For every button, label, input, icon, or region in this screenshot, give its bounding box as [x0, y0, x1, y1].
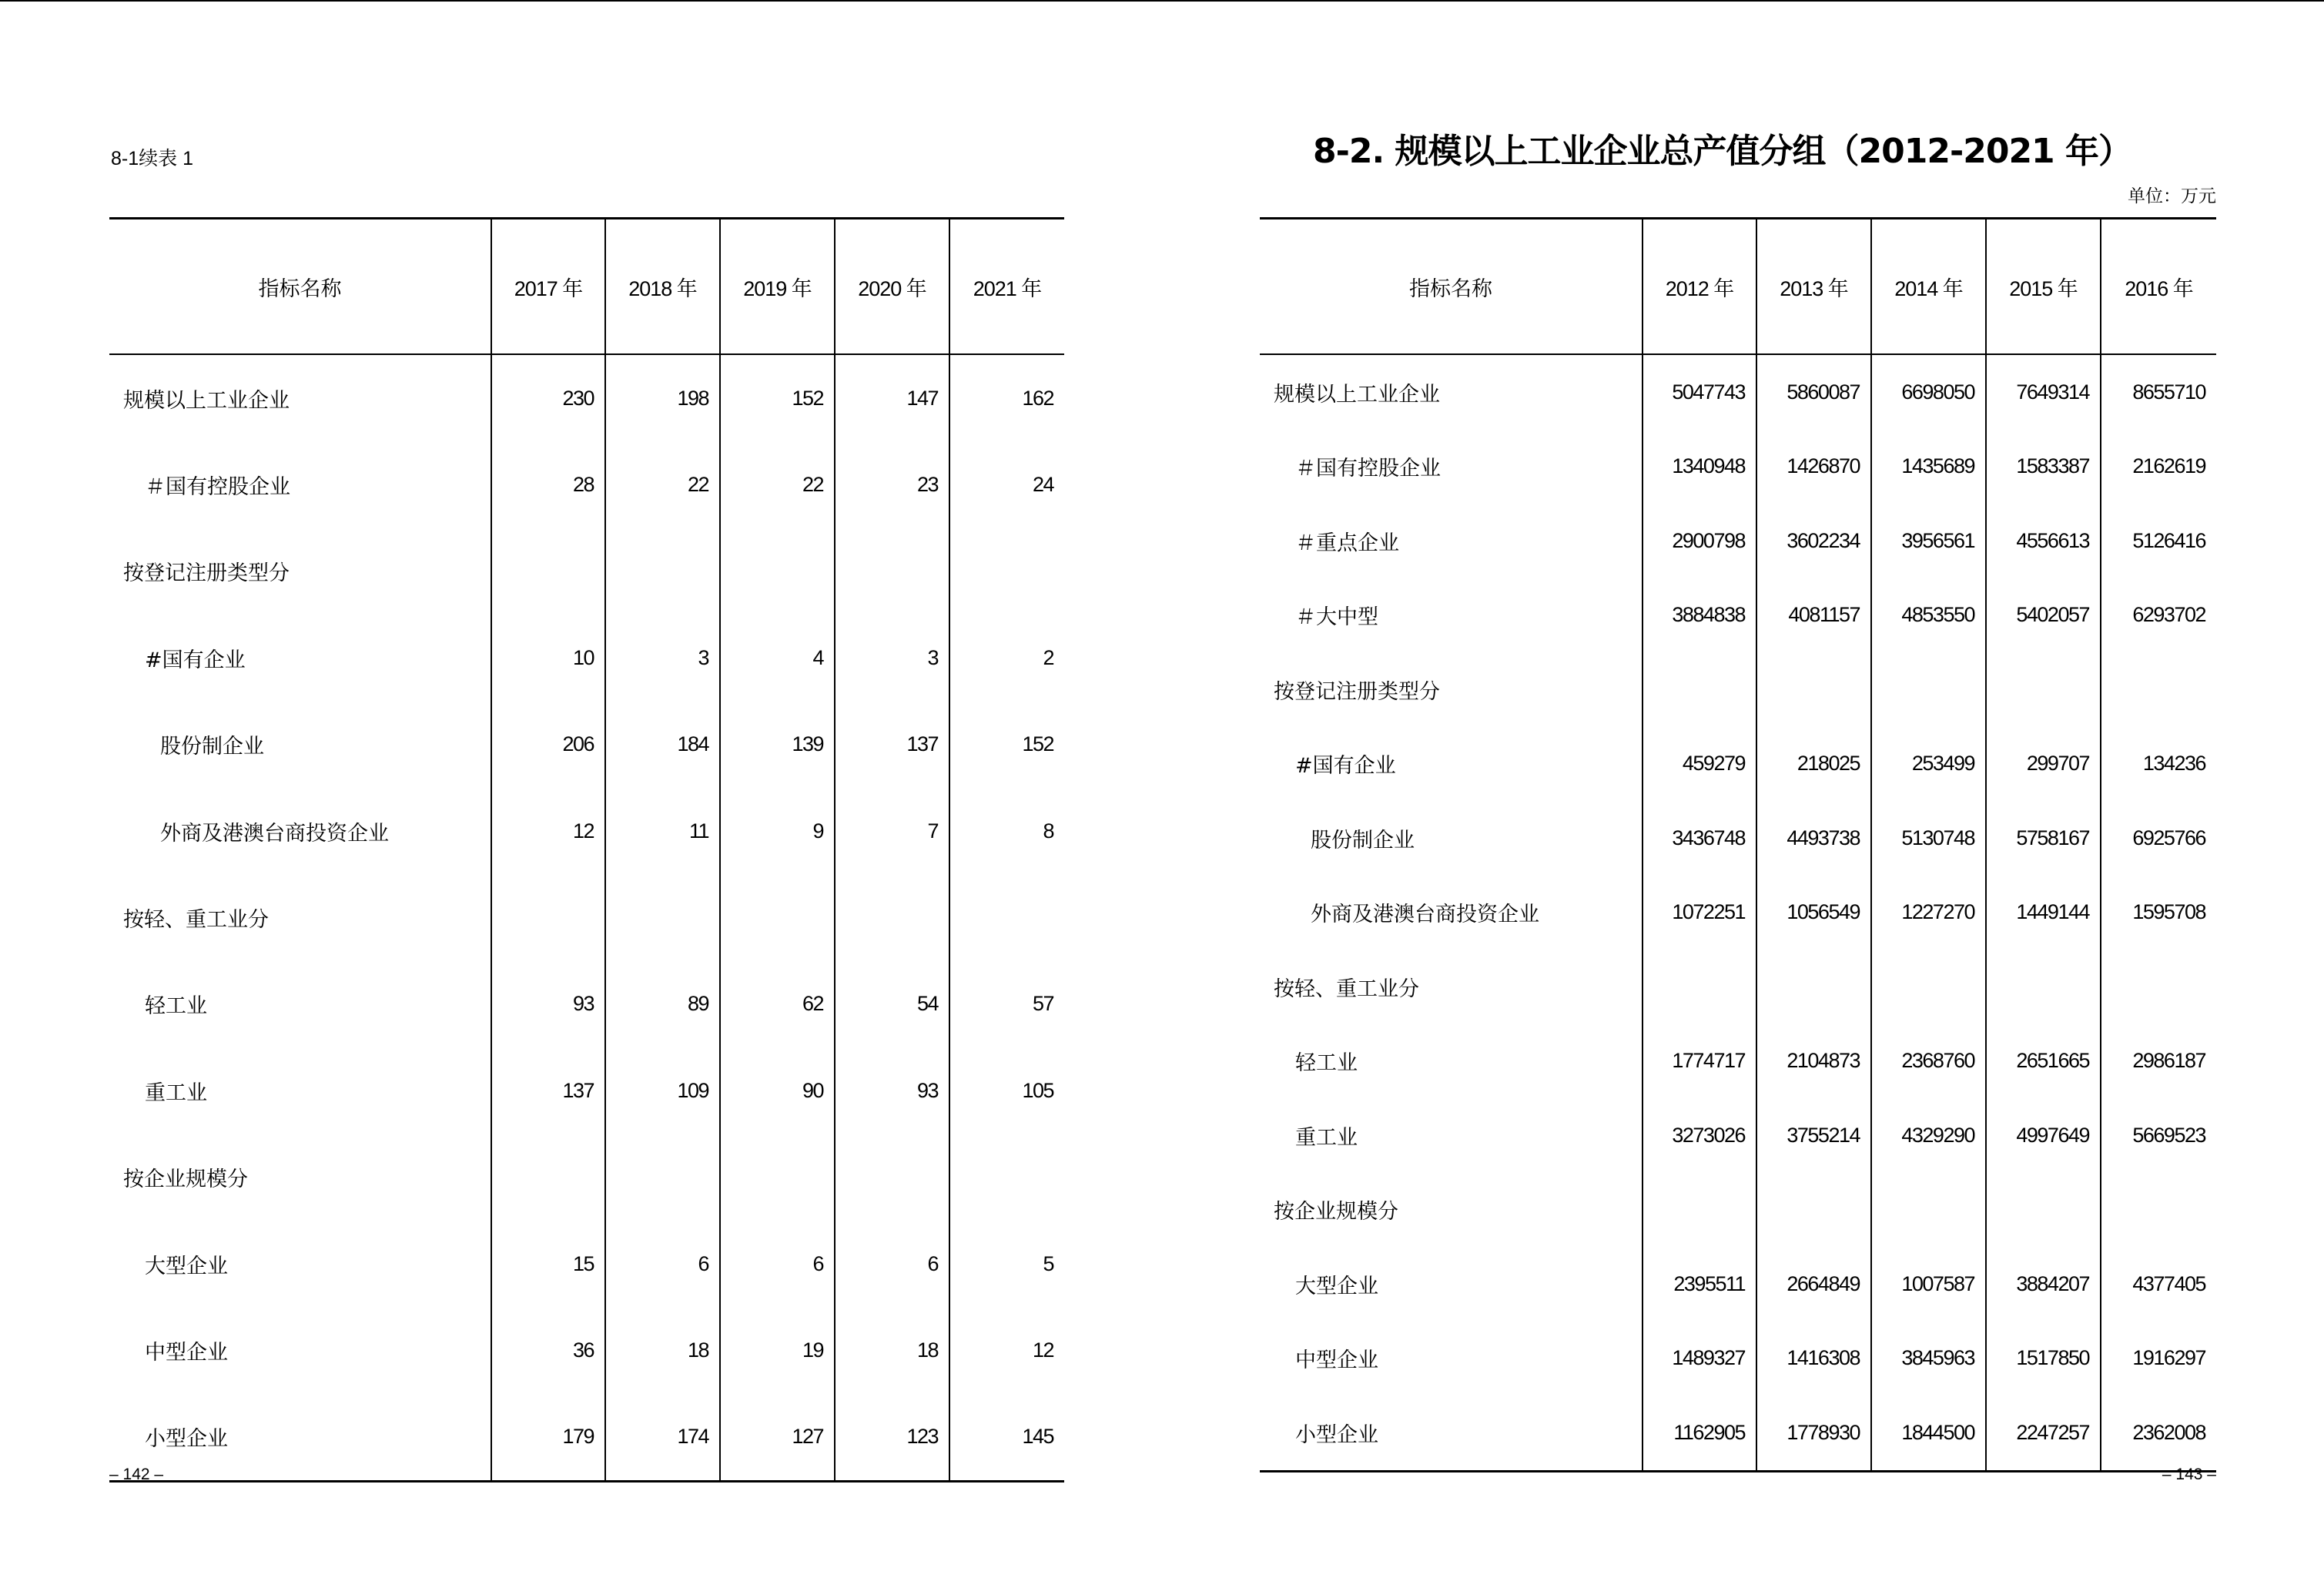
row-value: 93: [835, 1047, 949, 1134]
table-row: [109, 702, 1064, 788]
row-value: 230: [491, 354, 605, 441]
table-row: [1260, 1173, 2216, 1248]
row-value: [1986, 652, 2101, 727]
column-header-year: 2014 年: [1871, 219, 1986, 355]
row-value: [491, 528, 605, 615]
row-value: 105: [949, 1047, 1064, 1134]
row-value: 93: [491, 961, 605, 1047]
table-row: [109, 528, 1064, 615]
row-value: [2101, 652, 2216, 727]
row-value: 3956561: [1871, 504, 1986, 578]
row-value: 198: [605, 354, 720, 441]
row-value: 127: [720, 1394, 835, 1482]
row-value: [491, 1134, 605, 1221]
row-value: 253499: [1871, 727, 1986, 802]
row-value: 10: [491, 615, 605, 701]
row-value: 3602234: [1756, 504, 1871, 578]
table-row: [109, 1221, 1064, 1307]
column-header-year: 2018 年: [605, 219, 720, 355]
column-header-year: 2013 年: [1756, 219, 1871, 355]
row-label: 按登记注册类型分: [123, 561, 290, 586]
row-value: 145: [949, 1394, 1064, 1482]
row-value: [1871, 950, 1986, 1024]
row-value: 89: [605, 961, 720, 1047]
row-value: [605, 528, 720, 615]
row-value: 2900798: [1643, 504, 1756, 578]
row-value: 1072251: [1643, 876, 1756, 950]
row-value: 5130748: [1871, 801, 1986, 876]
table-row: [109, 354, 1064, 441]
row-value: 2: [949, 615, 1064, 701]
row-value: [1871, 1173, 1986, 1248]
row-value: 139: [720, 702, 835, 788]
column-header-year: 2021 年: [949, 219, 1064, 355]
row-value: 2368760: [1871, 1024, 1986, 1099]
row-label: 大型企业: [1295, 1274, 1378, 1298]
header-row: [1260, 219, 2216, 355]
row-label: 按轻、重工业分: [123, 908, 269, 933]
row-value: 206: [491, 702, 605, 788]
row-value: [720, 1134, 835, 1221]
row-value: 12: [491, 788, 605, 874]
column-header-year: 2019 年: [720, 219, 835, 355]
table-row: [109, 1134, 1064, 1221]
row-value: 4: [720, 615, 835, 701]
row-label: #国有企业: [1295, 754, 1396, 779]
row-value: 5402057: [1986, 578, 2101, 653]
page-number: – 142 –: [109, 1466, 164, 1483]
row-value: 218025: [1756, 727, 1871, 802]
column-header-year: 2016 年: [2101, 219, 2216, 355]
left-table: [109, 217, 1064, 1482]
row-label: 小型企业: [145, 1427, 228, 1452]
row-value: [1986, 1173, 2101, 1248]
column-header-year: 2020 年: [835, 219, 949, 355]
row-value: 8655710: [2101, 354, 2216, 430]
row-value: 1778930: [1756, 1395, 1871, 1471]
row-value: 174: [605, 1394, 720, 1482]
row-value: 3884838: [1643, 578, 1756, 653]
row-label: 轻工业: [1295, 1051, 1358, 1076]
row-value: 109: [605, 1047, 720, 1134]
row-label: 规模以上工业企业: [1274, 382, 1440, 407]
row-value: 6: [835, 1221, 949, 1307]
row-label: 中型企业: [1295, 1348, 1378, 1373]
row-value: 2362008: [2101, 1395, 2216, 1471]
column-header-year: 2015 年: [1986, 219, 2101, 355]
row-value: 5860087: [1756, 354, 1871, 430]
table-row: [1260, 354, 2216, 430]
row-value: 4997649: [1986, 1098, 2101, 1173]
row-label: 规模以上工业企业: [123, 388, 290, 413]
table-row: [1260, 1098, 2216, 1173]
row-value: 1056549: [1756, 876, 1871, 950]
row-value: 1227270: [1871, 876, 1986, 950]
row-value: 5758167: [1986, 801, 2101, 876]
table-row: [1260, 1322, 2216, 1396]
row-value: 4853550: [1871, 578, 1986, 653]
header-row: [109, 219, 1064, 355]
row-value: 7: [835, 788, 949, 874]
row-value: 19: [720, 1307, 835, 1393]
row-value: 28: [491, 441, 605, 528]
row-value: [1643, 1173, 1756, 1248]
table-row: [109, 1394, 1064, 1482]
row-value: [1643, 652, 1756, 727]
row-value: 134236: [2101, 727, 2216, 802]
row-value: 6925766: [2101, 801, 2216, 876]
row-value: 1426870: [1756, 430, 1871, 504]
row-label: ＃重点企业: [1295, 531, 1399, 555]
page-number: – 143 –: [2162, 1466, 2216, 1483]
row-value: 90: [720, 1047, 835, 1134]
row-label: ＃国有控股企业: [145, 475, 290, 500]
row-value: 57: [949, 961, 1064, 1047]
row-value: 1774717: [1643, 1024, 1756, 1099]
table-row: [109, 615, 1064, 701]
row-value: 4329290: [1871, 1098, 1986, 1173]
row-label: 中型企业: [145, 1340, 228, 1365]
row-value: 1844500: [1871, 1395, 1986, 1471]
row-value: 152: [720, 354, 835, 441]
row-value: 11: [605, 788, 720, 874]
column-header-indicator: 指标名称: [1260, 219, 1643, 355]
row-value: [720, 528, 835, 615]
row-value: 2395511: [1643, 1247, 1756, 1322]
row-value: 5669523: [2101, 1098, 2216, 1173]
column-header-year: 2012 年: [1643, 219, 1756, 355]
table-row: [1260, 1024, 2216, 1099]
row-value: 4493738: [1756, 801, 1871, 876]
row-value: 1916297: [2101, 1322, 2216, 1396]
row-value: 3273026: [1643, 1098, 1756, 1173]
row-label: 按轻、重工业分: [1274, 977, 1419, 1001]
row-value: [1756, 950, 1871, 1024]
row-value: 6293702: [2101, 578, 2216, 653]
row-label: 外商及港澳台商投资企业: [1311, 903, 1539, 927]
row-value: [2101, 1173, 2216, 1248]
row-value: 179: [491, 1394, 605, 1482]
row-value: 2651665: [1986, 1024, 2101, 1099]
row-value: 18: [835, 1307, 949, 1393]
table-row: [109, 441, 1064, 528]
row-label: 外商及港澳台商投资企业: [160, 821, 389, 846]
row-label: ＃国有控股企业: [1295, 457, 1441, 481]
row-value: [1986, 950, 2101, 1024]
row-label: 按企业规模分: [123, 1168, 248, 1192]
row-value: [605, 1134, 720, 1221]
row-value: 2664849: [1756, 1247, 1871, 1322]
row-value: 6: [720, 1221, 835, 1307]
row-value: 1583387: [1986, 430, 2101, 504]
row-value: [1643, 950, 1756, 1024]
row-value: 5126416: [2101, 504, 2216, 578]
row-value: 15: [491, 1221, 605, 1307]
row-value: 3: [605, 615, 720, 701]
row-value: 54: [835, 961, 949, 1047]
table-row: [1260, 950, 2216, 1024]
row-value: [720, 874, 835, 960]
table-row: [1260, 578, 2216, 653]
table-row: [1260, 727, 2216, 802]
row-value: 1595708: [2101, 876, 2216, 950]
row-value: 24: [949, 441, 1064, 528]
row-value: 123: [835, 1394, 949, 1482]
row-value: 162: [949, 354, 1064, 441]
row-value: 18: [605, 1307, 720, 1393]
row-value: 4556613: [1986, 504, 2101, 578]
row-value: 1007587: [1871, 1247, 1986, 1322]
left-page: [109, 0, 1064, 1588]
row-value: [2101, 950, 2216, 1024]
row-value: 1162905: [1643, 1395, 1756, 1471]
table-row: [109, 1307, 1064, 1393]
right-table: [1260, 217, 2216, 1472]
row-value: 2104873: [1756, 1024, 1871, 1099]
row-label: 大型企业: [145, 1254, 228, 1278]
row-value: [1871, 652, 1986, 727]
row-value: [605, 874, 720, 960]
row-value: 299707: [1986, 727, 2101, 802]
row-value: 6698050: [1871, 354, 1986, 430]
row-value: 4377405: [2101, 1247, 2216, 1322]
row-value: 12: [949, 1307, 1064, 1393]
row-value: 62: [720, 961, 835, 1047]
table-row: [1260, 876, 2216, 950]
row-value: 1416308: [1756, 1322, 1871, 1396]
row-value: [491, 874, 605, 960]
row-value: 5047743: [1643, 354, 1756, 430]
table-row: [1260, 1247, 2216, 1322]
table-row: [109, 961, 1064, 1047]
row-value: 3: [835, 615, 949, 701]
row-value: [835, 874, 949, 960]
row-value: 3436748: [1643, 801, 1756, 876]
row-value: 1340948: [1643, 430, 1756, 504]
table-row: [1260, 652, 2216, 727]
row-label: 股份制企业: [160, 735, 264, 759]
table-row: [1260, 504, 2216, 578]
row-value: 2986187: [2101, 1024, 2216, 1099]
row-value: 4081157: [1756, 578, 1871, 653]
row-label: 轻工业: [145, 994, 207, 1019]
row-value: 2162619: [2101, 430, 2216, 504]
table-row: [1260, 1395, 2216, 1471]
row-value: 6: [605, 1221, 720, 1307]
row-value: 147: [835, 354, 949, 441]
table-row: [109, 788, 1064, 874]
row-value: [835, 528, 949, 615]
row-value: 5: [949, 1221, 1064, 1307]
row-value: 36: [491, 1307, 605, 1393]
row-label: #国有企业: [145, 648, 246, 672]
row-value: 3755214: [1756, 1098, 1871, 1173]
row-value: 152: [949, 702, 1064, 788]
row-value: 1489327: [1643, 1322, 1756, 1396]
row-value: [949, 1134, 1064, 1221]
row-value: 22: [605, 441, 720, 528]
right-page: [1260, 0, 2216, 1588]
row-value: 137: [835, 702, 949, 788]
row-label: ＃大中型: [1295, 605, 1378, 630]
row-value: 3884207: [1986, 1247, 2101, 1322]
row-value: [1756, 652, 1871, 727]
table-row: [109, 1047, 1064, 1134]
row-value: 2247257: [1986, 1395, 2101, 1471]
row-label: 股份制企业: [1311, 828, 1415, 853]
row-label: 按登记注册类型分: [1274, 679, 1440, 704]
row-value: 3845963: [1871, 1322, 1986, 1396]
row-value: 137: [491, 1047, 605, 1134]
page-title: 8-2. 规模以上工业企业总产值分组（2012-2021 年）: [1312, 132, 2131, 171]
row-value: 1449144: [1986, 876, 2101, 950]
table-row: [1260, 801, 2216, 876]
row-value: 7649314: [1986, 354, 2101, 430]
table-caption: 8-1续表 1: [111, 148, 193, 169]
row-label: 重工业: [1295, 1125, 1358, 1150]
column-header-year: 2017 年: [491, 219, 605, 355]
row-value: [949, 874, 1064, 960]
unit-label: 单位：万元: [2128, 186, 2216, 206]
table-row: [1260, 430, 2216, 504]
row-label: 小型企业: [1295, 1422, 1378, 1447]
column-header-indicator: 指标名称: [109, 219, 491, 355]
row-label: 按企业规模分: [1274, 1200, 1398, 1225]
row-value: [1756, 1173, 1871, 1248]
row-value: 1517850: [1986, 1322, 2101, 1396]
table-row: [109, 874, 1064, 960]
row-value: [949, 528, 1064, 615]
row-value: 184: [605, 702, 720, 788]
row-value: 23: [835, 441, 949, 528]
row-value: 459279: [1643, 727, 1756, 802]
row-value: [835, 1134, 949, 1221]
row-value: 8: [949, 788, 1064, 874]
row-value: 9: [720, 788, 835, 874]
row-value: 1435689: [1871, 430, 1986, 504]
row-value: 22: [720, 441, 835, 528]
row-label: 重工业: [145, 1080, 207, 1105]
